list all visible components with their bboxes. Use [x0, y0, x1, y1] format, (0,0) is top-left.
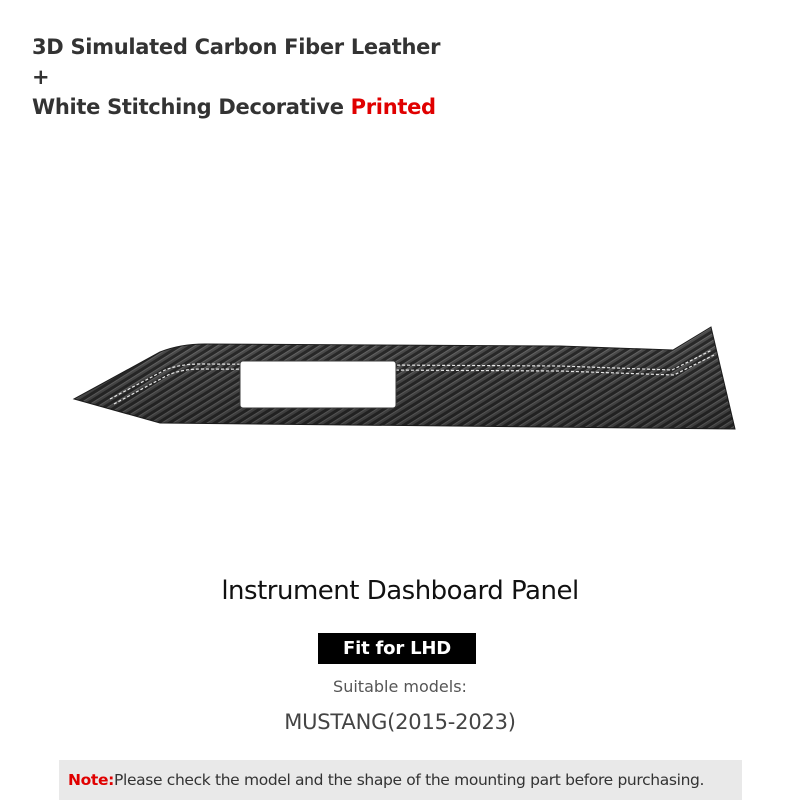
carbon-fiber-dashboard-panel-icon — [0, 300, 800, 460]
headline-plus: + — [32, 65, 50, 89]
headline-line-3 — [32, 92, 440, 122]
product-title: lnstrument Dashboard Panel — [221, 576, 579, 606]
note-label: Note: — [68, 771, 114, 789]
fit-badge: Fit for LHD — [318, 633, 476, 664]
headline — [32, 32, 440, 122]
headline-line-3-prefix: White Stitching Decorative — [32, 95, 351, 119]
headline-accent-printed: Printed — [350, 95, 436, 119]
suitable-models-value: MUSTANG(2015-2023) — [284, 710, 516, 734]
suitable-models-label: Suitable models: — [333, 677, 467, 696]
headline-line-1: 3D Simulated Carbon Fiber Leather — [32, 35, 441, 59]
note-bar — [59, 760, 742, 800]
panel-cutout — [240, 361, 396, 408]
note-text: Please check the model and the shape of the mounting part before purchasing. — [114, 771, 705, 789]
